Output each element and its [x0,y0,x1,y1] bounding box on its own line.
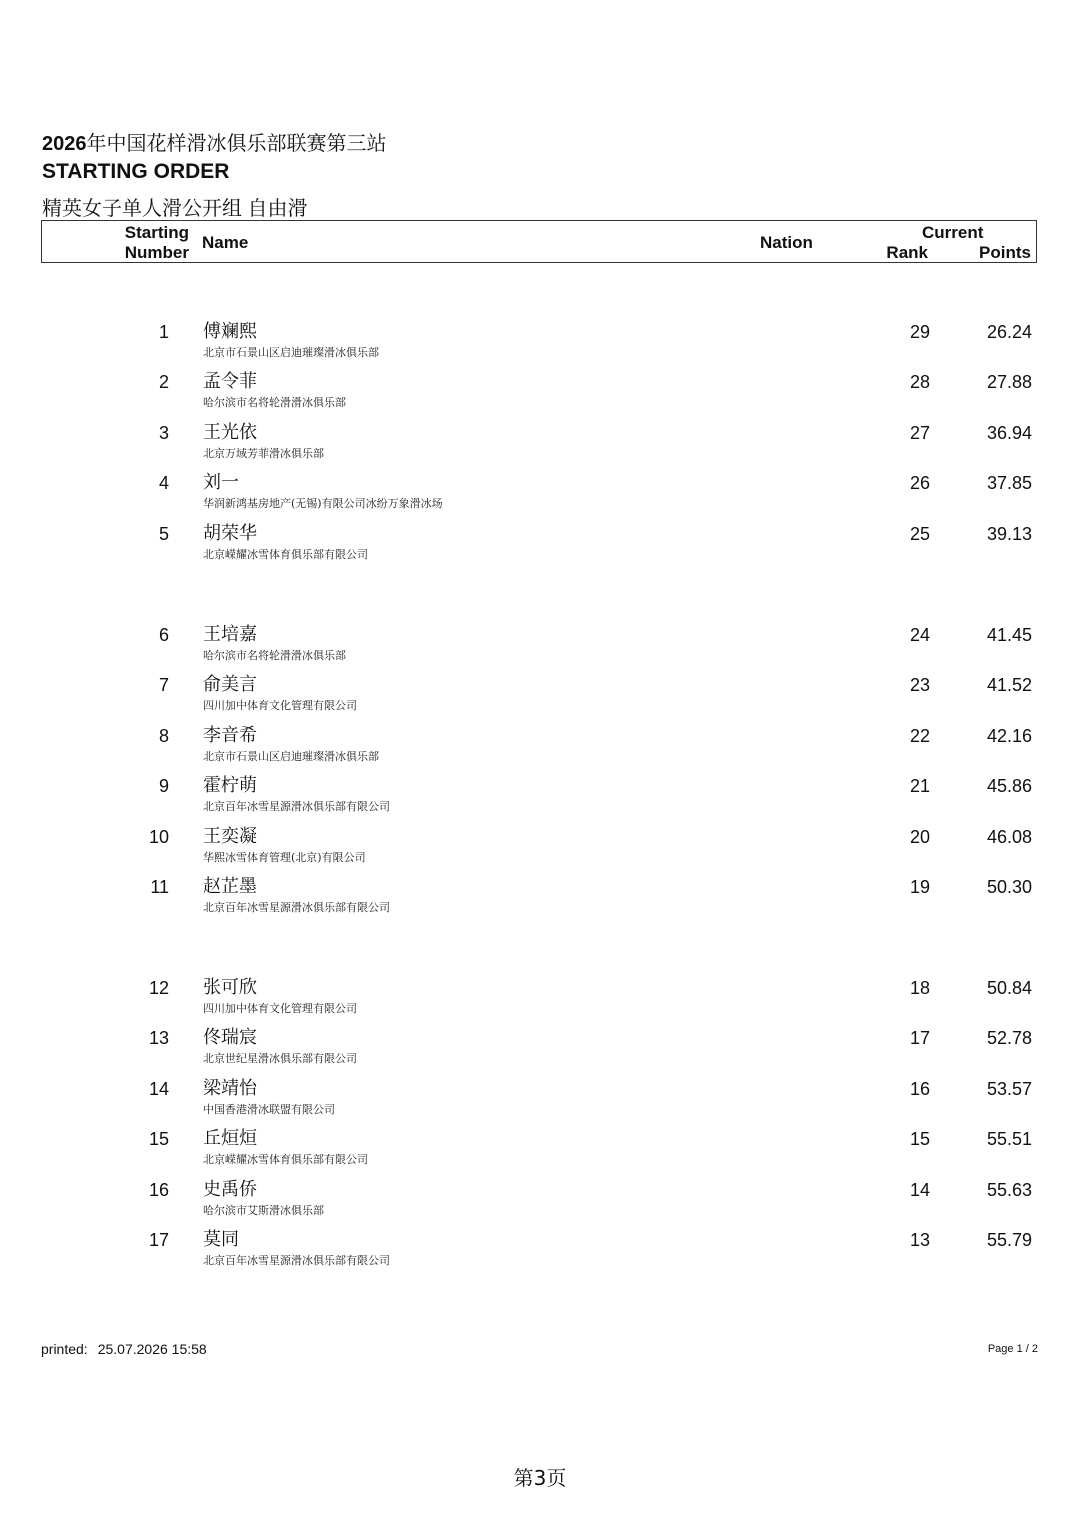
event-name: 年中国花样滑冰俱乐部联赛第三站 [86,133,387,155]
table-row [0,875,1080,925]
starting-number: 14 [148,1078,169,1099]
starting-number: 2 [158,372,169,393]
table-row [0,320,1080,370]
skater-name: 胡荣华 [203,522,257,544]
current-rank: 13 [909,1230,930,1250]
table-row [0,1127,1080,1177]
current-points: 39.13 [986,523,1032,544]
skater-name: 佟瑞宸 [203,1027,257,1049]
current-rank: 27 [909,422,930,443]
current-points: 52.78 [986,1028,1032,1049]
skater-name: 赵芷墨 [203,876,257,897]
header-starting: Starting [124,223,189,242]
table-row [0,1026,1080,1076]
starting-number: 12 [148,978,169,998]
current-points: 41.52 [986,675,1032,696]
skater-name: 王培嘉 [203,624,257,645]
club-name: 四川加中体育文化管理有限公司 [203,1002,357,1015]
club-name: 北京世纪星滑冰俱乐部有限公司 [203,1052,357,1066]
starting-number: 17 [148,1230,169,1250]
skater-name: 王奕凝 [203,825,257,847]
current-points: 37.85 [986,473,1032,494]
table-row [0,673,1080,723]
current-rank: 23 [909,675,930,696]
header-number: Number [124,243,189,262]
current-rank: 22 [909,725,930,746]
header-points: Points [979,243,1031,262]
current-points: 50.84 [986,978,1032,998]
skater-name: 王光依 [203,421,257,443]
category-title: 精英女子单人滑公开组 自由滑 [42,198,308,220]
skater-name: 丘烜烜 [203,1128,257,1150]
skater-name: 孟令菲 [203,371,257,393]
current-points: 41.45 [986,625,1032,645]
skater-name: 莫同 [203,1229,239,1250]
skater-name: 霍柠萌 [203,775,257,797]
event-title [42,127,387,156]
skater-name: 梁靖怡 [203,1077,257,1099]
current-rank: 15 [909,1129,930,1150]
current-points: 46.08 [986,826,1032,847]
skater-name: 李音希 [203,724,257,746]
current-points: 42.16 [986,725,1032,746]
printed-value: 25.07.2026 15:58 [97,1341,207,1357]
starting-number: 16 [148,1179,169,1200]
skater-name: 刘一 [203,472,239,494]
document-type: STARTING ORDER [42,160,230,183]
starting-number: 13 [148,1028,169,1049]
current-rank: 26 [909,473,930,494]
club-name: 哈尔滨市名将轮滑滑冰俱乐部 [203,649,346,662]
club-name: 华润新鸿基房地产(无锡)有限公司冰纷万象滑冰场 [203,497,443,511]
header-name: Name [202,233,249,252]
printed-label: printed: [41,1341,88,1357]
starting-number: 6 [158,625,169,645]
current-rank: 17 [909,1028,930,1049]
club-name: 哈尔滨市艾斯滑冰俱乐部 [203,1203,324,1217]
starting-number: 3 [158,422,169,443]
table-row [0,825,1080,875]
club-name: 北京万域芳菲滑冰俱乐部 [203,446,324,460]
current-rank: 29 [909,322,930,342]
skater-name: 傅斓熙 [203,321,257,342]
table-row [0,724,1080,774]
club-name: 四川加中体育文化管理有限公司 [203,699,357,713]
header-rank: Rank [886,243,928,262]
starting-number: 1 [158,322,169,342]
table-header [41,220,1037,263]
table-row [0,522,1080,572]
club-name: 中国香港滑冰联盟有限公司 [203,1102,335,1116]
skater-name: 史禹侨 [203,1178,257,1200]
club-name: 北京百年冰雪星源滑冰俱乐部有限公司 [203,901,390,914]
current-rank: 18 [909,978,930,998]
table-row [0,1077,1080,1127]
header-current: Current [922,223,984,242]
current-rank: 20 [909,826,930,847]
current-rank: 16 [909,1078,930,1099]
skater-name: 俞美言 [203,674,257,696]
current-rank: 21 [909,776,930,797]
club-name: 北京嵘耀冰雪体育俱乐部有限公司 [203,547,368,561]
current-points: 50.30 [986,877,1032,897]
current-points: 27.88 [986,372,1032,393]
table-row [0,1178,1080,1228]
starting-number: 7 [158,675,169,696]
table-row [0,774,1080,824]
event-year: 2026 [42,133,87,155]
current-rank: 24 [909,625,930,645]
starting-number: 15 [148,1129,169,1150]
table-row [0,1228,1080,1278]
header-nation: Nation [760,233,813,252]
table-row [0,370,1080,420]
current-points: 36.94 [986,422,1032,443]
club-name: 北京百年冰雪星源滑冰俱乐部有限公司 [203,800,390,814]
starting-number: 4 [158,473,169,494]
page-footer: 第3页 [513,1466,567,1490]
current-points: 26.24 [986,322,1032,342]
current-points: 53.57 [986,1078,1032,1099]
current-rank: 25 [909,523,930,544]
current-rank: 19 [909,877,930,897]
current-points: 55.79 [986,1230,1032,1250]
club-name: 北京嵘耀冰雪体育俱乐部有限公司 [203,1153,368,1167]
table-row [0,623,1080,673]
table-row [0,471,1080,521]
starting-number: 8 [158,725,169,746]
current-rank: 28 [909,372,930,393]
table-row [0,421,1080,471]
starting-number: 11 [150,877,169,897]
starting-number: 10 [148,826,169,847]
club-name: 北京市石景山区启迪璀璨滑冰俱乐部 [203,749,379,763]
current-points: 55.63 [986,1179,1032,1200]
printed-timestamp [41,1341,207,1357]
page-number: Page 1 / 2 [987,1343,1038,1355]
club-name: 北京百年冰雪星源滑冰俱乐部有限公司 [203,1254,390,1267]
club-name: 北京市石景山区启迪璀璨滑冰俱乐部 [203,346,379,359]
skater-name: 张可欣 [203,977,257,998]
club-name: 华熙冰雪体育管理(北京)有限公司 [203,850,366,864]
table-row [0,976,1080,1026]
current-points: 55.51 [986,1129,1032,1150]
club-name: 哈尔滨市名将轮滑滑冰俱乐部 [203,396,346,410]
current-rank: 14 [909,1179,930,1200]
current-points: 45.86 [986,776,1032,797]
starting-number: 5 [158,523,169,544]
starting-number: 9 [158,776,169,797]
